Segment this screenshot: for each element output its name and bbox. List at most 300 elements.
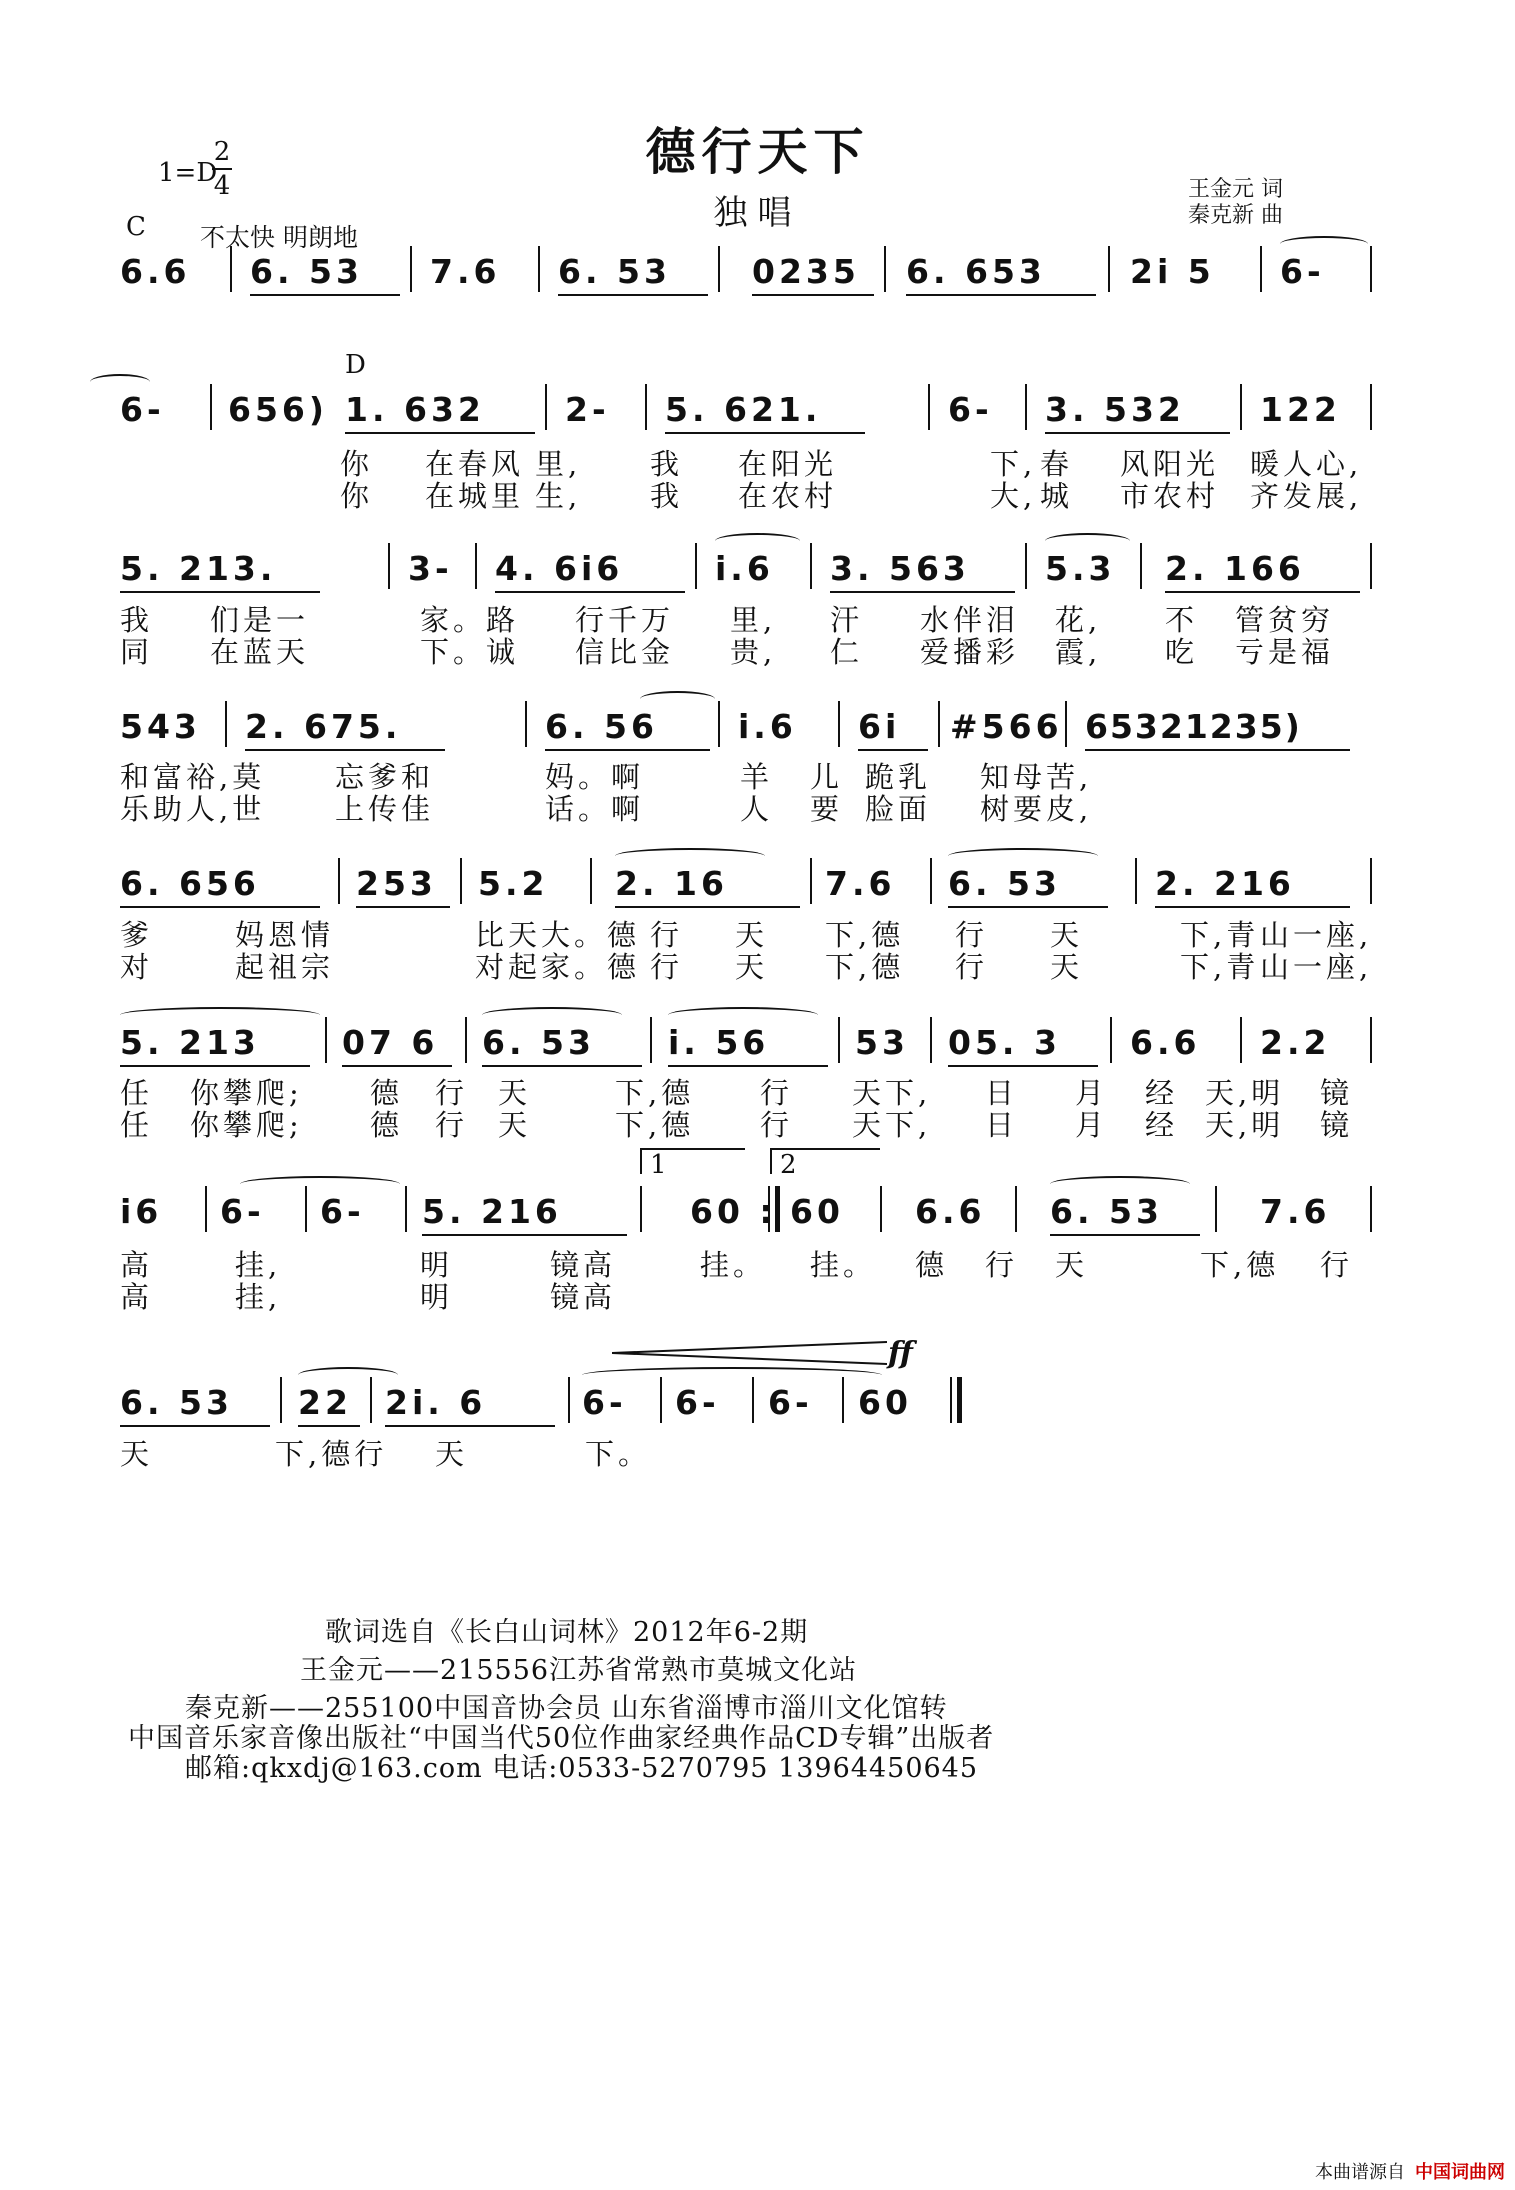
bar-line — [305, 1186, 307, 1232]
measure: 60 — [790, 1192, 844, 1231]
lyric-word: 挂。 — [700, 1248, 767, 1282]
beam-underline — [1085, 749, 1350, 751]
measure: 6. 53 — [558, 252, 671, 291]
bar-line — [590, 858, 592, 904]
lyric-word: 高 — [120, 1248, 154, 1282]
lyric-word: 天 — [735, 950, 769, 984]
lyric-word: 城 — [1040, 479, 1074, 513]
beam-underline — [245, 749, 445, 751]
lyric-word: 要 — [810, 792, 844, 826]
measure: 6. 653 — [906, 252, 1046, 291]
lyric-word: 比天大。德 — [475, 918, 641, 952]
lyric-word: 同 — [120, 635, 154, 669]
measure: 1. 632 — [345, 390, 485, 429]
measure: i6 — [120, 1192, 163, 1231]
bar-line — [928, 384, 930, 430]
lyric-word: 暖人心, — [1250, 447, 1363, 481]
lyric-word: 挂, — [235, 1248, 282, 1282]
lyric-word: 市农村 — [1120, 479, 1220, 513]
bar-line — [880, 1186, 882, 1232]
notation-line-8 — [120, 1383, 1375, 1423]
lyric-word: 我 — [120, 603, 154, 637]
bar-line — [210, 384, 212, 430]
lyric-word: 水伴泪 — [920, 603, 1020, 637]
lyric-word: 行 — [760, 1076, 794, 1110]
lyric-word: 花, — [1055, 603, 1102, 637]
measure: 6- — [582, 1383, 627, 1422]
lyric-word: 上传佳 — [335, 792, 435, 826]
measure: 6. 53 — [250, 252, 363, 291]
footer-line: 中国音乐家音像出版社“中国当代50位作曲家经典作品CD专辑”出版者 — [128, 1723, 995, 1754]
lyric-word: 下,青 — [1180, 918, 1260, 952]
bar-line — [545, 384, 547, 430]
bar-line — [884, 246, 886, 292]
measure: 543 — [120, 707, 201, 746]
lyric-word: 天,明 — [1205, 1108, 1285, 1142]
lyric-word: 下,德 — [1200, 1248, 1280, 1282]
lyric-word: 家。路 — [420, 603, 520, 637]
footer-line: 歌词选自《长白山词林》2012年6-2期 — [325, 1617, 809, 1648]
lyric-word: 山一座, — [1260, 918, 1373, 952]
bar-line — [1025, 543, 1027, 589]
lyric-word: 儿 — [810, 760, 844, 794]
meter-bottom: 4 — [213, 171, 231, 201]
measure: 3. 532 — [1045, 390, 1185, 429]
beam-underline — [120, 1065, 310, 1067]
lyric-word: 春 — [1040, 447, 1074, 481]
lyric-word: 知母苦, — [980, 760, 1093, 794]
measure: 60 : — [690, 1192, 777, 1231]
bar-line — [1370, 858, 1372, 904]
bar-line — [460, 858, 462, 904]
beam-underline — [120, 591, 320, 593]
key-signature: 1=D — [158, 158, 218, 188]
bar-line — [338, 858, 340, 904]
lyric-word: 行 — [955, 950, 989, 984]
lyric-word: 行 — [1320, 1248, 1354, 1282]
tie-arc — [1050, 1176, 1190, 1192]
lyric-word: 经 — [1145, 1108, 1179, 1142]
bar-line — [225, 701, 227, 747]
beam-underline — [615, 906, 800, 908]
lyric-word: 里, — [730, 603, 777, 637]
lyric-word: 在农村 — [738, 479, 838, 513]
beam-underline — [558, 294, 708, 296]
lyric-word: 忘爹和 — [335, 760, 435, 794]
measure: 6- — [120, 390, 165, 429]
measure: 5. 213. — [120, 549, 277, 588]
bar-line — [838, 701, 840, 747]
beam-underline — [422, 1234, 627, 1236]
chord-mark-d: D — [345, 350, 366, 380]
footer-line: 邮箱:qkxdj@163.com 电话:0533-5270795 13964450645 — [185, 1753, 979, 1784]
lyric-word: 明 — [420, 1280, 454, 1314]
bar-line — [842, 1377, 844, 1423]
tie-arc — [640, 691, 715, 707]
tie-arc — [298, 1367, 398, 1383]
beam-underline — [665, 432, 865, 434]
notation-line-2 — [120, 390, 1375, 430]
measure: 6. 53 — [482, 1023, 595, 1062]
bar-line — [1108, 246, 1110, 292]
lyric-word: 不 — [1165, 603, 1199, 637]
measure: 6- — [320, 1192, 365, 1231]
measure: 7.6 — [1260, 1192, 1331, 1231]
measure: 2. 166 — [1165, 549, 1305, 588]
measure: 3- — [408, 549, 453, 588]
bar-line — [370, 1377, 372, 1423]
beam-underline — [345, 432, 535, 434]
beam-underline — [1155, 906, 1350, 908]
meter-top: 2 — [213, 137, 231, 167]
tie-arc — [1280, 236, 1368, 252]
measure: i. 56 — [668, 1023, 770, 1062]
beam-underline — [668, 1065, 828, 1067]
lyric-word: 爱播彩 — [920, 635, 1020, 669]
beam-underline — [482, 1065, 642, 1067]
lyric-word: 树要皮, — [980, 792, 1093, 826]
lyric-word: 们是一 — [210, 603, 310, 637]
beam-underline — [906, 294, 1096, 296]
beam-underline — [120, 906, 320, 908]
bar-line — [1370, 543, 1372, 589]
measure: 0235 — [752, 252, 860, 291]
lyric-word: 你攀爬; — [190, 1076, 303, 1110]
lyric-word: 日 — [985, 1076, 1019, 1110]
measure: 2. 16 — [615, 864, 728, 903]
lyric-word: 脸面 — [865, 792, 932, 826]
lyric-word: 任 — [120, 1108, 154, 1142]
measure: 65321235) — [1085, 707, 1302, 746]
measure: 5. 213 — [120, 1023, 260, 1062]
bar-line — [465, 1017, 467, 1063]
measure: 6. 53 — [948, 864, 1061, 903]
lyric-word: 天 — [1050, 918, 1084, 952]
lyric-word: 在阳光 — [738, 447, 838, 481]
measure: i.6 — [715, 549, 774, 588]
measure: 22 — [298, 1383, 352, 1422]
tie-arc — [240, 1176, 400, 1192]
lyric-word: 和富裕,莫 — [120, 760, 266, 794]
lyric-word: 在春风 — [425, 447, 525, 481]
lyric-word: 下,德 — [825, 918, 905, 952]
measure: 60 — [858, 1383, 912, 1422]
repeat-bar-line — [768, 1186, 780, 1232]
tie-arc — [1045, 533, 1130, 549]
bar-line — [325, 1017, 327, 1063]
tie-arc — [482, 1007, 622, 1023]
song-subtitle: 独唱 — [713, 193, 802, 233]
lyric-word: 天 — [735, 918, 769, 952]
volta-2-bracket: 2 — [770, 1148, 880, 1174]
lyric-word: 天 — [1055, 1248, 1089, 1282]
bar-line — [280, 1377, 282, 1423]
bar-line — [1370, 384, 1372, 430]
lyric-word: 跪乳 — [865, 760, 932, 794]
lyric-word: 任 — [120, 1076, 154, 1110]
volta-1-bracket: 1 — [640, 1148, 745, 1174]
watermark-source: 本曲谱源自 — [1315, 2162, 1405, 2183]
measure: 6- — [1280, 252, 1325, 291]
bar-line — [475, 543, 477, 589]
measure: 7.6 — [430, 252, 501, 291]
lyric-word: 你 — [340, 447, 374, 481]
bar-line — [1135, 858, 1137, 904]
lyric-word: 你攀爬; — [190, 1108, 303, 1142]
measure: 7.6 — [825, 864, 896, 903]
measure: 122 — [1260, 390, 1341, 429]
lyric-word: 你 — [340, 479, 374, 513]
bar-line — [1015, 1186, 1017, 1232]
lyric-word: 我 — [650, 479, 684, 513]
lyric-word: 行千万 — [575, 603, 675, 637]
measure: 6- — [675, 1383, 720, 1422]
measure: 3. 563 — [830, 549, 970, 588]
chord-mark-c: C — [126, 212, 146, 242]
lyric-word: 德 — [370, 1076, 404, 1110]
measure: 4. 6i6 — [495, 549, 624, 588]
lyric-word: 下,德行 — [275, 1437, 388, 1471]
bar-line — [205, 1186, 207, 1232]
lyric-word: 镜 — [1320, 1076, 1354, 1110]
bar-line — [230, 246, 232, 292]
bar-line — [640, 1186, 642, 1232]
measure: 6. 56 — [545, 707, 658, 746]
beam-underline — [948, 1065, 1098, 1067]
bar-line — [410, 246, 412, 292]
lyric-word: 汗 — [830, 603, 864, 637]
bar-line — [718, 701, 720, 747]
lyric-word: 经 — [1145, 1076, 1179, 1110]
measure: 6.6 — [1130, 1023, 1201, 1062]
watermark-site-link[interactable]: 中国词曲网 — [1415, 2162, 1505, 2183]
bar-line — [1370, 1186, 1372, 1232]
bar-line — [1025, 384, 1027, 430]
lyric-word: 明 — [420, 1248, 454, 1282]
lyric-word: 仁 — [830, 635, 864, 669]
lyric-word: 齐发展, — [1250, 479, 1363, 513]
bar-line — [1065, 701, 1067, 747]
lyric-word: 天 — [1050, 950, 1084, 984]
song-title: 德行天下 — [645, 123, 870, 181]
lyric-word: 行 — [650, 950, 684, 984]
tempo-marking: 不太快 明朗地 — [200, 223, 358, 252]
lyric-word: 天下, — [852, 1108, 932, 1142]
bar-line — [1240, 384, 1242, 430]
lyric-word: 行 — [955, 918, 989, 952]
lyric-word: 下,德 — [615, 1076, 695, 1110]
lyric-word: 羊 — [740, 760, 774, 794]
beam-underline — [342, 1065, 452, 1067]
beam-underline — [948, 906, 1108, 908]
lyric-word: 在蓝天 — [210, 635, 310, 669]
lyric-word: 妈。啊 — [545, 760, 645, 794]
lyric-word: 月 — [1075, 1108, 1109, 1142]
bar-line — [810, 858, 812, 904]
tie-arc — [582, 1367, 882, 1383]
measure: 5. 621. — [665, 390, 822, 429]
bar-line — [645, 384, 647, 430]
lyric-word: 行 — [650, 918, 684, 952]
measure: 656) — [228, 390, 328, 429]
lyric-word: 下,德 — [615, 1108, 695, 1142]
measure: 6.6 — [120, 252, 191, 291]
lyric-word: 天,明 — [1205, 1076, 1285, 1110]
measure: 53 — [855, 1023, 909, 1062]
measure: 2i 5 — [1130, 252, 1215, 291]
measure: 6- — [768, 1383, 813, 1422]
notation-line-7 — [120, 1192, 1375, 1232]
lyric-word: 天 — [435, 1437, 469, 1471]
bar-line — [1110, 1017, 1112, 1063]
bar-line — [1240, 1017, 1242, 1063]
measure: 5. 216 — [422, 1192, 562, 1231]
footer-line: 秦克新——255100中国音协会员 山东省淄博市淄川文化馆转 — [185, 1693, 948, 1724]
notation-line-6 — [120, 1023, 1375, 1063]
lyric-word: 里, — [535, 447, 582, 481]
beam-underline — [120, 1425, 270, 1427]
bar-line — [525, 701, 527, 747]
bar-line — [650, 1017, 652, 1063]
lyric-word: 我 — [650, 447, 684, 481]
lyric-word: 下。 — [585, 1437, 652, 1471]
lyric-word: 下,青 — [1180, 950, 1260, 984]
measure: 6. 656 — [120, 864, 260, 903]
lyric-word: 风阳光 — [1120, 447, 1220, 481]
bar-line — [1370, 1017, 1372, 1063]
lyric-word: 德 — [915, 1248, 949, 1282]
lyric-word: 天 — [498, 1108, 532, 1142]
notation-line-5 — [120, 864, 1375, 904]
lyric-word: 日 — [985, 1108, 1019, 1142]
lyric-word: 镜高 — [550, 1248, 617, 1282]
measure: 253 — [356, 864, 437, 903]
beam-underline — [385, 1425, 555, 1427]
beam-underline — [250, 294, 400, 296]
bar-line — [1215, 1186, 1217, 1232]
tie-arc — [715, 533, 800, 549]
lyric-word: 对 — [120, 950, 154, 984]
beam-underline — [1050, 1234, 1200, 1236]
lyric-word: 山一座, — [1260, 950, 1373, 984]
beam-underline — [752, 294, 874, 296]
lyric-word: 镜 — [1320, 1108, 1354, 1142]
notation-line-1 — [120, 252, 1375, 292]
composer-credit: 秦克新 曲 — [1188, 203, 1283, 228]
beam-underline — [830, 591, 1015, 593]
bar-line — [930, 1017, 932, 1063]
lyric-word: 天下, — [852, 1076, 932, 1110]
tie-arc — [948, 848, 1098, 864]
lyric-word: 在城里 — [425, 479, 525, 513]
tie-arc — [615, 848, 765, 864]
beam-underline — [356, 906, 450, 908]
bar-line — [660, 1377, 662, 1423]
lyric-word: 管贫穷 — [1235, 603, 1335, 637]
source-watermark — [1315, 2158, 1505, 2184]
lyric-word: 爹 — [120, 918, 154, 952]
lyric-word: 行 — [985, 1248, 1019, 1282]
measure: #566 — [950, 707, 1063, 746]
measure: 6- — [948, 390, 993, 429]
lyric-word: 镜高 — [550, 1280, 617, 1314]
lyric-word: 起祖宗 — [235, 950, 335, 984]
lyric-word: 贵, — [730, 635, 777, 669]
lyric-word: 下, — [990, 447, 1037, 481]
lyric-word: 天 — [498, 1076, 532, 1110]
measure: 2. 216 — [1155, 864, 1295, 903]
lyric-word: 乐助人,世 — [120, 792, 266, 826]
bar-line — [1260, 246, 1262, 292]
measure: 05. 3 — [948, 1023, 1061, 1062]
lyric-word: 行 — [435, 1108, 469, 1142]
beam-underline — [1045, 432, 1230, 434]
beam-underline — [858, 749, 928, 751]
bar-line — [405, 1186, 407, 1232]
measure: 6. 53 — [1050, 1192, 1163, 1231]
lyric-word: 行 — [435, 1076, 469, 1110]
lyric-word: 行 — [760, 1108, 794, 1142]
lyric-word: 下。诚 — [420, 635, 520, 669]
bar-line — [695, 543, 697, 589]
bar-line — [718, 246, 720, 292]
lyric-word: 信比金 — [575, 635, 675, 669]
lyric-word: 妈恩情 — [235, 918, 335, 952]
measure: i.6 — [738, 707, 797, 746]
bar-line — [568, 1377, 570, 1423]
bar-line — [1140, 543, 1142, 589]
measure: 6i — [858, 707, 901, 746]
lyric-word: 人 — [740, 792, 774, 826]
tie-arc — [90, 374, 150, 390]
lyric-word: 亏是福 — [1235, 635, 1335, 669]
lyric-word: 吃 — [1165, 635, 1199, 669]
dynamic-ff: ff — [888, 1336, 913, 1371]
beam-underline — [1165, 591, 1360, 593]
notation-line-4 — [120, 707, 1375, 747]
crescendo-hairpin — [612, 1340, 887, 1366]
measure: 2.2 — [1260, 1023, 1331, 1062]
measure: 6. 53 — [120, 1383, 233, 1422]
lyric-word: 德 — [370, 1108, 404, 1142]
lyric-word: 月 — [1075, 1076, 1109, 1110]
beam-underline — [298, 1425, 360, 1427]
measure: 07 6 — [342, 1023, 439, 1062]
lyric-word: 天 — [120, 1437, 154, 1471]
measure: 5.2 — [478, 864, 549, 903]
lyricist-credit: 王金元 词 — [1188, 177, 1283, 202]
measure: 2. 675. — [245, 707, 402, 746]
lyric-word: 高 — [120, 1280, 154, 1314]
lyric-word: 挂。 — [810, 1248, 877, 1282]
bar-line — [938, 701, 940, 747]
bar-line — [810, 543, 812, 589]
beam-underline — [545, 749, 710, 751]
bar-line — [930, 858, 932, 904]
lyric-word: 挂, — [235, 1280, 282, 1314]
measure: 5.3 — [1045, 549, 1116, 588]
measure: 6.6 — [915, 1192, 986, 1231]
measure: 2- — [565, 390, 610, 429]
bar-line — [388, 543, 390, 589]
bar-line — [838, 1017, 840, 1063]
measure: 6- — [220, 1192, 265, 1231]
tie-arc — [120, 1007, 320, 1023]
tie-arc — [668, 1007, 818, 1023]
beam-underline — [495, 591, 685, 593]
lyric-word: 生, — [535, 479, 582, 513]
lyric-word: 大, — [990, 479, 1037, 513]
